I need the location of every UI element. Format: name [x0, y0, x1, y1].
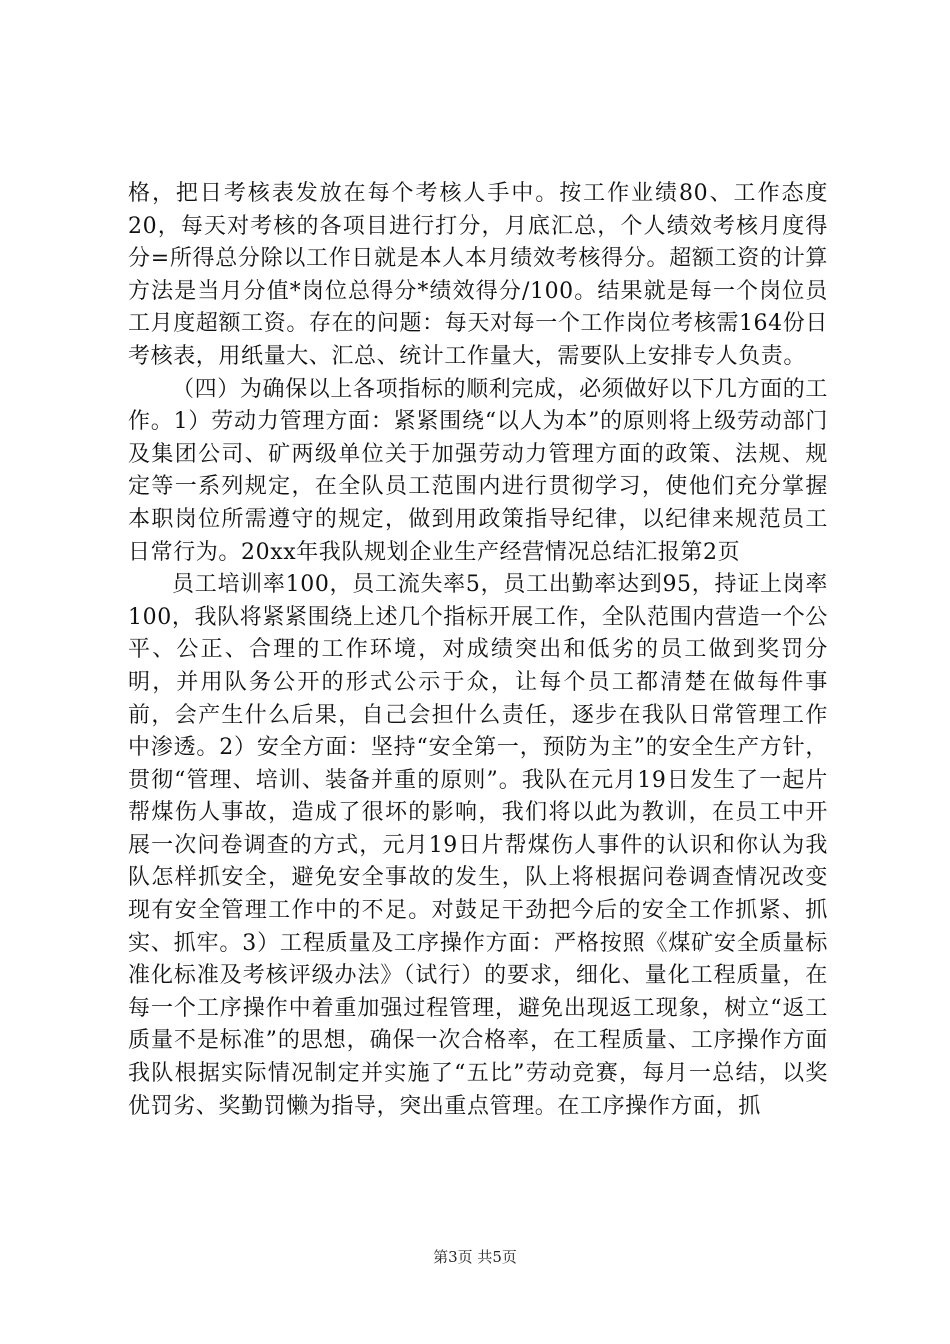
paragraph-2: （四）为确保以上各项指标的顺利完成，必须做好以下几方面的工作。1）劳动力管理方面：紧紧围绕“以人为本”的原则将上级劳动部门及集团公司、矿两级单位关于加强劳动力管理方面的政策、法规、规定等一系列规定，在全队员工范围内进行贯彻学习，使他们充分掌握本职岗位所需遵守的规定，做到用政策指导纪律，以纪律来规范员工日常行为。20xx年我队规划企业生产经营情况总结汇报第2页	[128, 376, 828, 565]
body-text	[128, 178, 828, 1123]
page-footer: 第3页 共5页	[433, 1248, 517, 1266]
paragraph-1: 格，把日考核表发放在每个考核人手中。按工作业绩80、工作态度20，每天对考核的各项目进行打分，月底汇总，个人绩效考核月度得分=所得总分除以工作日就是本人本月绩效考核得分。超额工资的计算方法是当月分值*岗位总得分*绩效得分/100。结果就是每一个岗位员工月度超额工资。存在的问题：每天对每一个工作岗位考核需164份日考核表，用纸量大、汇总、统计工作量大，需要队上安排专人负责。	[128, 181, 828, 369]
paragraph-3: 员工培训率100，员工流失率5，员工出勤率达到95，持证上岗率100，我队将紧紧围绕上述几个指标开展工作，全队范围内营造一个公平、公正、合理的工作环境，对成绩突出和低劣的员工做到奖罚分明，并用队务公开的形式公示于众，让每个员工都清楚在做每件事前，会产生什么后果，自己会担什么责任，逐步在我队日常管理工作中渗透。2）安全方面：坚持“安全第一，预防为主”的安全生产方针，贯彻“管理、培训、装备并重的原则”。我队在元月19日发生了一起片帮煤伤人事故，造成了很坏的影响，我们将以此为教训，在员工中开展一次问卷调查的方式，元月19日片帮煤伤人事件的认识和你认为我队怎样抓安全，避免安全事故的发生，队上将根据问卷调查情况改变现有安全管理工作中的不足。对鼓足干劲把今后的安全工作抓紧、抓实、抓牢。3）工程质量及工序操作方面：严格按照《煤矿安全质量标准化标准及考核评级办法》（试行）的要求，细化、量化工程质量，在每一个工序操作中着重加强过程管理，避免出现返工现象，树立“返工质量不是标准”的思想，确保一次合格率，在工程质量、工序操作方面我队根据实际情况制定并实施了“五比”劳动竞赛，每月一总结，以奖优罚劣、奖勤罚懒为指导，突出重点管理。在工序操作方面，抓	[128, 572, 828, 1119]
